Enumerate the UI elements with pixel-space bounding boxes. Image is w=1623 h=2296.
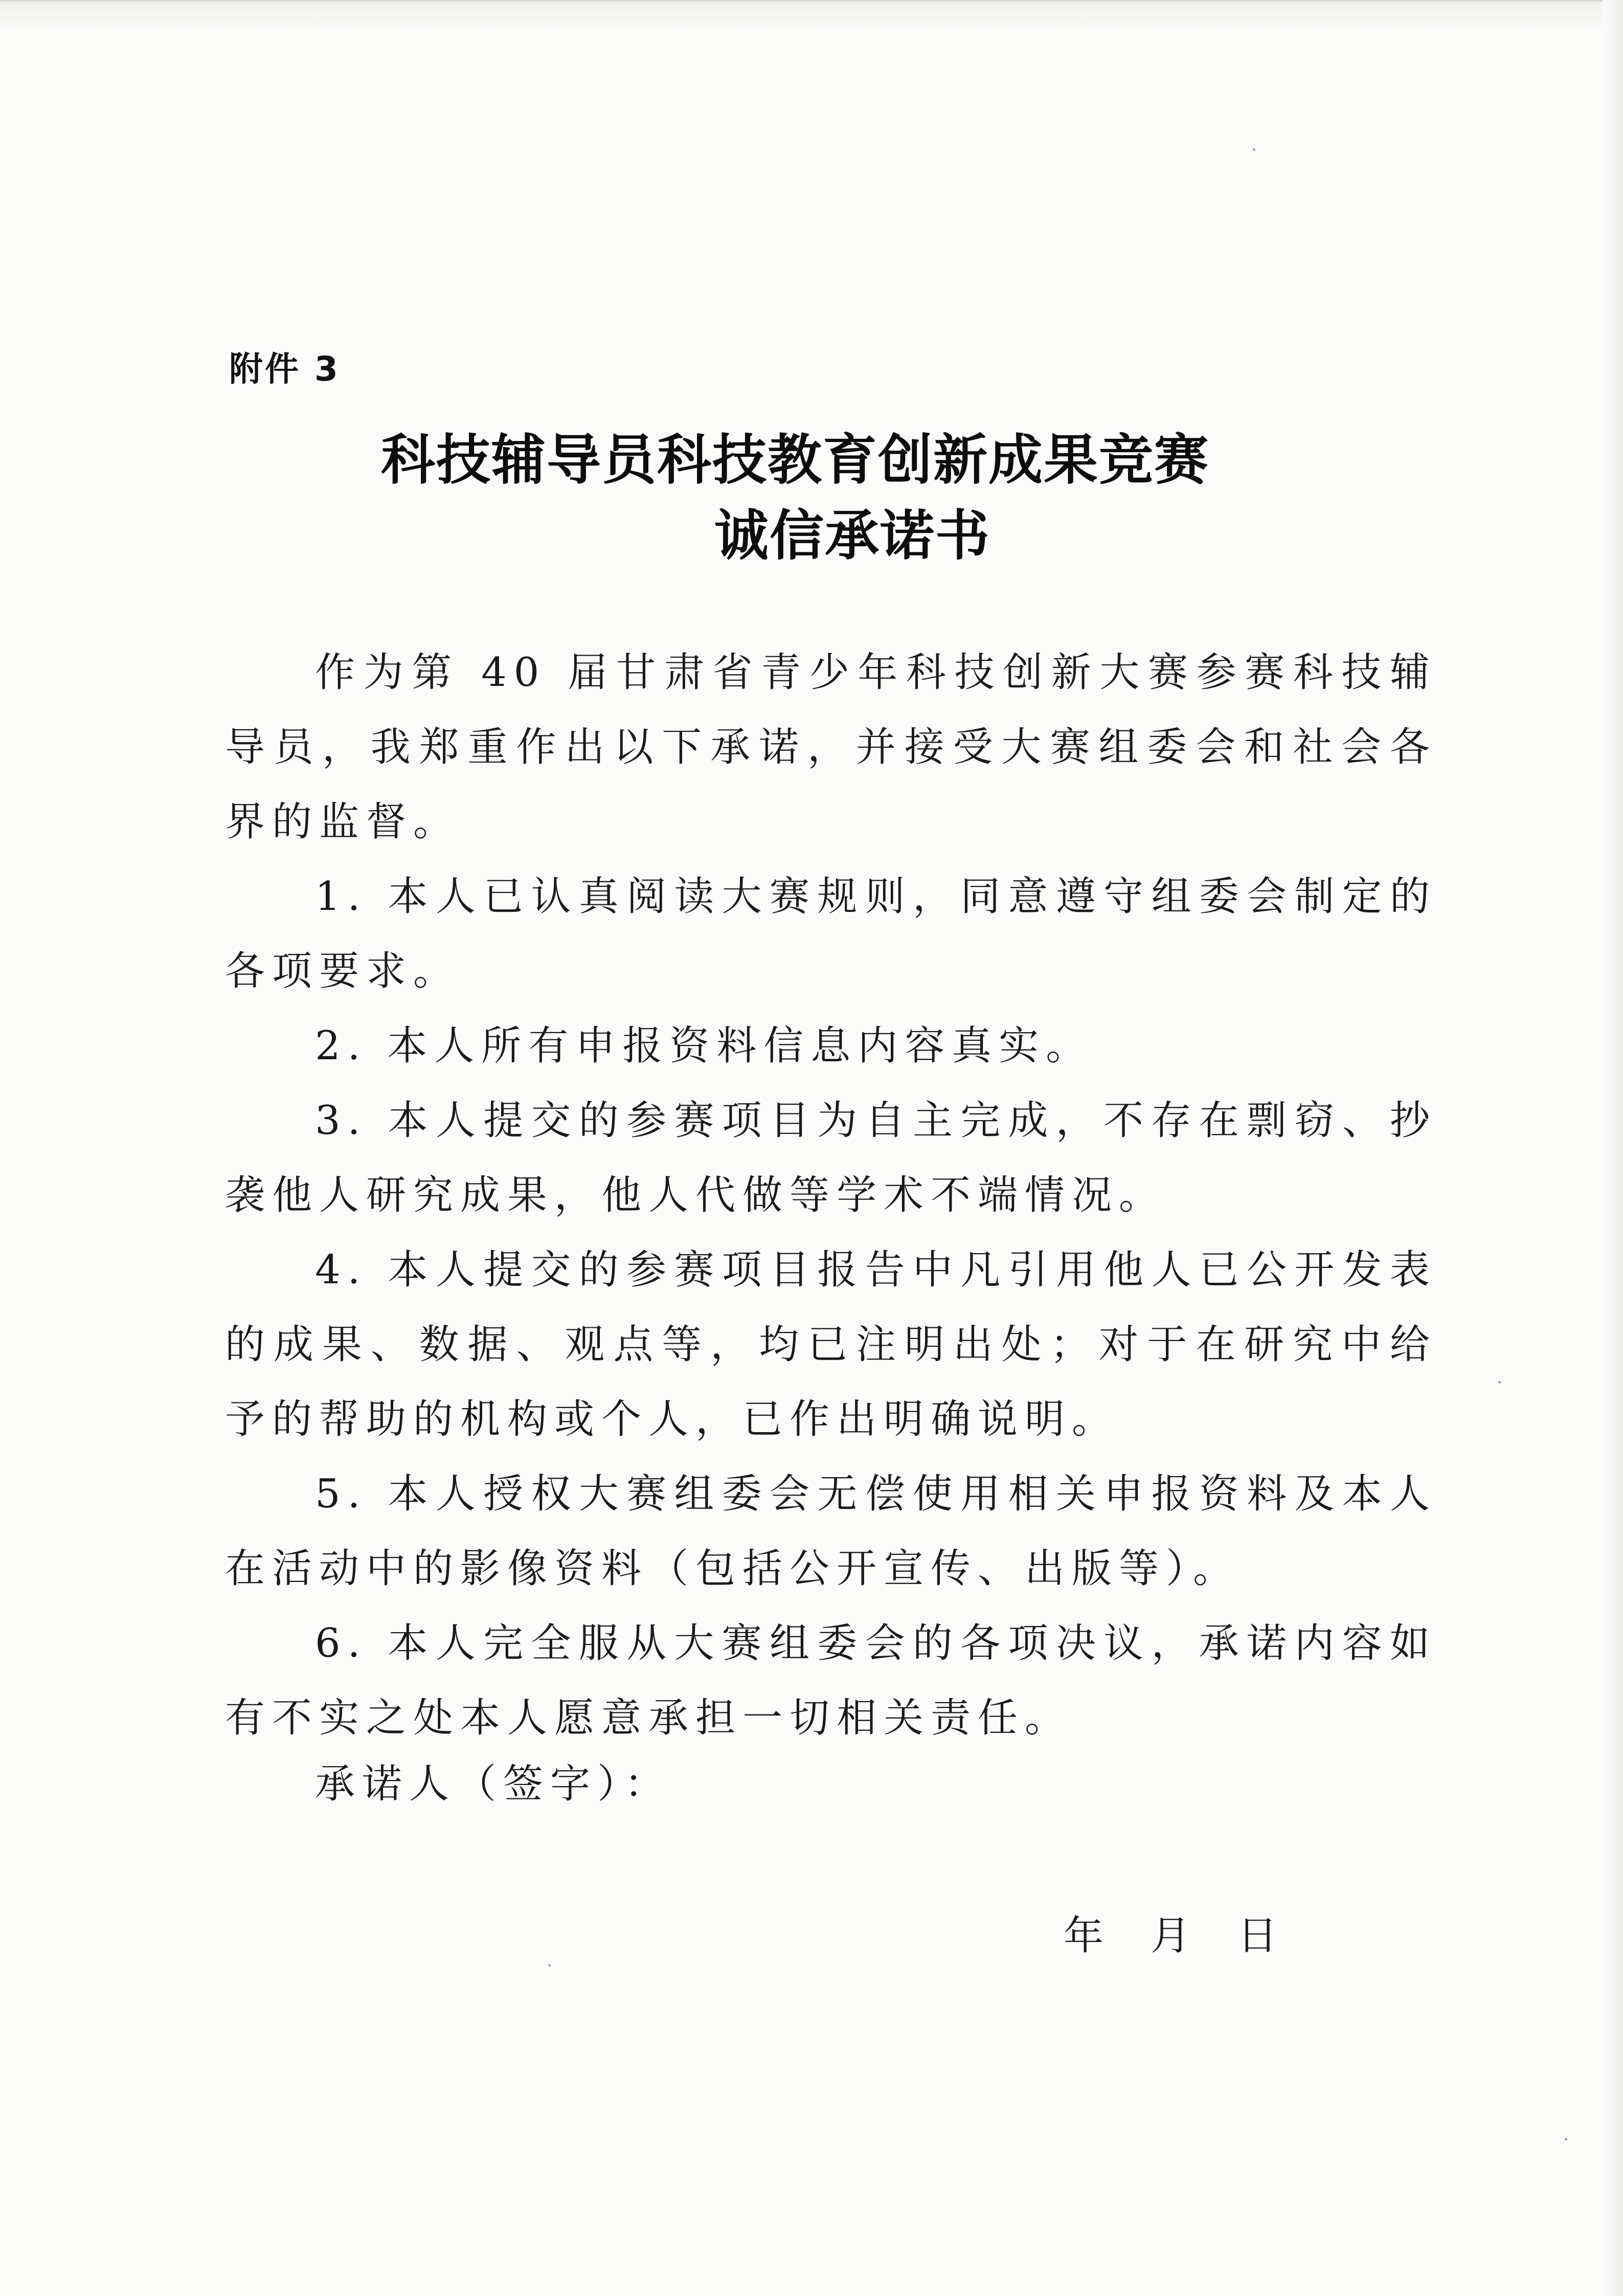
commitment-item-3: 3. 本人提交的参赛项目为自主完成，不存在剽窃、抄袭他人研究成果，他人代做等学术不端情况。 [225,1098,1437,1218]
intro-paragraph: 作为第 40 届甘肃省青少年科技创新大赛参赛科技辅导员，我郑重作出以下承诺，并接受大赛组委会和社会各界的监督。 [225,650,1437,845]
scan-speck [1565,2138,1567,2141]
date-month: 月 [1151,1913,1191,1959]
attachment-label: 附件 3 [229,349,340,389]
scan-speck [1498,1381,1501,1384]
date-day: 日 [1237,1913,1278,1959]
scan-edge-top [0,0,1623,32]
scan-edge-right [1603,0,1623,2296]
signature-label: 承诺人（签字）： [315,1761,672,1807]
commitment-item-4: 4. 本人提交的参赛项目报告中凡引用他人已公开发表的成果、数据、观点等，均已注明出处；对于在研究中给予的帮助的机构或个人，已作出明确说明。 [225,1247,1437,1442]
commitment-item-6: 6. 本人完全服从大赛组委会的各项决议，承诺内容如有不实之处本人愿意承担一切相关责任。 [225,1620,1437,1741]
commitment-item-1: 1. 本人已认真阅读大赛规则，同意遵守组委会制定的各项要求。 [225,874,1437,994]
date-line [1064,1904,1277,1961]
scan-speck [1253,148,1255,151]
commitment-item-2: 2. 本人所有申报资料信息内容真实。 [315,1023,1093,1069]
commitment-item-5: 5. 本人授权大赛组委会无偿使用相关申报资料及本人在活动中的影像资料（包括公开宣传、出版等）。 [225,1471,1437,1592]
date-year: 年 [1064,1913,1104,1959]
scan-speck [548,1964,551,1967]
document-title-line1: 科技辅导员科技教育创新成果竞赛 [381,428,1209,492]
commitment-body [225,635,1437,1755]
document-title-line2: 诚信承诺书 [714,503,990,567]
